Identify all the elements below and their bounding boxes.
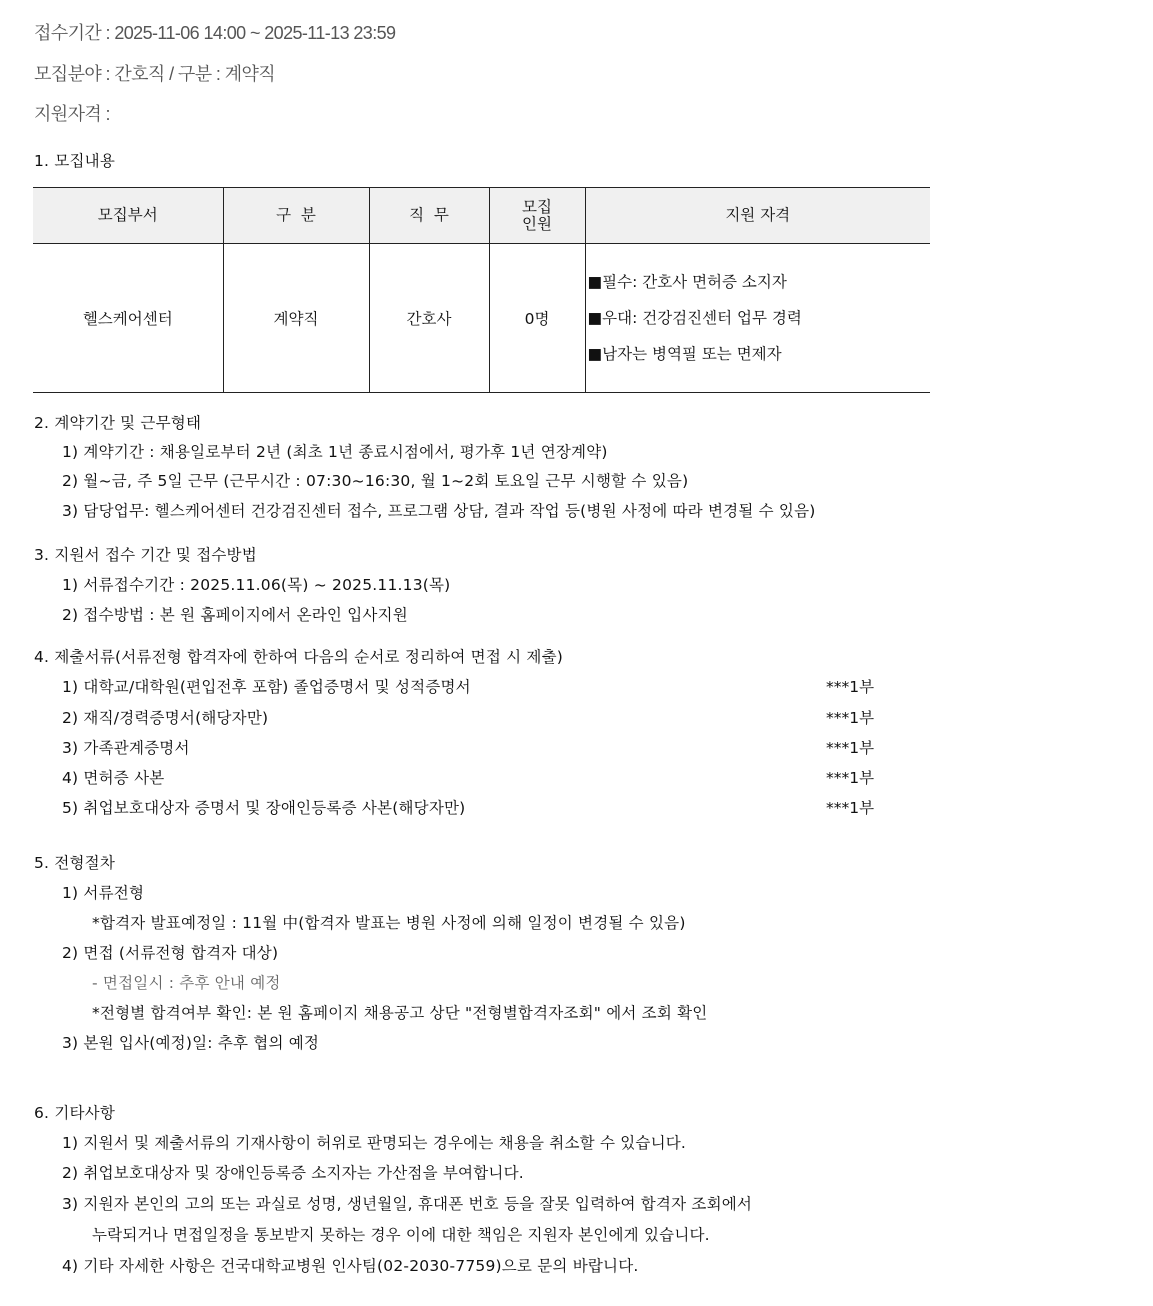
- document-copies: ***1부: [826, 799, 875, 817]
- header-type: 구 분: [223, 188, 369, 244]
- list-item: 2) 취업보호대상자 및 장애인등록증 소지자는 가산점을 부여합니다.: [62, 1164, 524, 1182]
- section-3-title: 3. 지원서 접수 기간 및 접수방법: [34, 546, 257, 564]
- header-qualification: 지원 자격: [585, 188, 930, 244]
- cell-dept: 헬스케어센터: [33, 244, 223, 393]
- section-6-title: 6. 기타사항: [34, 1104, 116, 1122]
- list-item: 1) 서류접수기간 : 2025.11.06(목) ~ 2025.11.13(목): [62, 576, 451, 594]
- application-period: 접수기간 : 2025-11-06 14:00 ~ 2025-11-13 23:59: [34, 23, 396, 43]
- list-item: 1) 지원서 및 제출서류의 기재사항이 허위로 판명되는 경우에는 채용을 취소할 수 있습니다.: [62, 1134, 687, 1152]
- cell-qualification: [585, 244, 930, 393]
- document-copies: ***1부: [826, 709, 875, 727]
- header-count-line2: 인원: [522, 214, 552, 233]
- section-1-title: 1. 모집내용: [34, 152, 116, 170]
- list-item: 3) 담당업무: 헬스케어센터 건강검진센터 접수, 프로그램 상담, 결과 작업 등(병원 사정에 따라 변경될 수 있음): [62, 502, 816, 520]
- list-item: 3) 지원자 본인의 고의 또는 과실로 성명, 생년월일, 휴대폰 번호 등을 잘못 입력하여 합격자 조회에서: [62, 1195, 753, 1213]
- document-item: 5) 취업보호대상자 증명서 및 장애인등록증 사본(해당자만): [62, 799, 466, 817]
- section-4-title: 4. 제출서류(서류전형 합격자에 한하여 다음의 순서로 정리하여 면접 시 제출): [34, 648, 564, 666]
- list-item-continuation: 누락되거나 면접일정을 통보받지 못하는 경우 이에 대한 책임은 지원자 본인에게 있습니다.: [92, 1226, 710, 1244]
- list-item: 1) 계약기간 : 채용일로부터 2년 (최초 1년 종료시점에서, 평가후 1년 연장계약): [62, 443, 608, 461]
- header-dept: 모집부서: [33, 188, 223, 244]
- list-item: 3) 본원 입사(예정)일: 추후 협의 예정: [62, 1034, 320, 1052]
- list-item: 2) 면접 (서류전형 합격자 대상): [62, 944, 279, 962]
- recruitment-table: [33, 187, 930, 393]
- header-count: [489, 188, 585, 244]
- qualification-label: 지원자격 :: [34, 104, 110, 124]
- list-item: 1) 서류전형: [62, 884, 145, 902]
- table-row: [33, 244, 930, 393]
- list-item: 2) 접수방법 : 본 원 홈페이지에서 온라인 입사지원: [62, 606, 408, 624]
- list-note: *전형별 합격여부 확인: 본 원 홈페이지 채용공고 상단 "전형별합격자조회" 에서 조회 확인: [92, 1004, 708, 1022]
- list-note: - 면접일시 : 추후 안내 예정: [92, 974, 281, 992]
- qual-required: ■필수: 간호사 면허증 소지자: [587, 273, 787, 291]
- section-5-title: 5. 전형절차: [34, 854, 116, 872]
- document-copies: ***1부: [826, 769, 875, 787]
- table-header-row: [33, 188, 930, 244]
- document-item: 4) 면허증 사본: [62, 769, 165, 787]
- list-item: 4) 기타 자세한 사항은 건국대학교병원 인사팀(02-2030-7759)으로 문의 바랍니다.: [62, 1257, 639, 1275]
- list-note: *합격자 발표예정일 : 11월 中(합격자 발표는 병원 사정에 의해 일정이 변경될 수 있음): [92, 914, 686, 932]
- cell-type: 계약직: [223, 244, 369, 393]
- document-copies: ***1부: [826, 678, 875, 696]
- header-job: 직 무: [369, 188, 489, 244]
- cell-count: 0명: [489, 244, 585, 393]
- qual-preferred: ■우대: 건강검진센터 업무 경력: [587, 309, 802, 327]
- document-item: 3) 가족관계증명서: [62, 739, 190, 757]
- document-item: 2) 재직/경력증명서(해당자만): [62, 709, 269, 727]
- cell-job: 간호사: [369, 244, 489, 393]
- list-item: 2) 월~금, 주 5일 근무 (근무시간 : 07:30~16:30, 월 1~2회 토요일 근무 시행할 수 있음): [62, 472, 689, 490]
- document-item: 1) 대학교/대학원(편입전후 포함) 졸업증명서 및 성적증명서: [62, 678, 471, 696]
- recruit-field: 모집분야 : 간호직 / 구분 : 계약직: [34, 64, 276, 84]
- document-copies: ***1부: [826, 739, 875, 757]
- qual-military: ■남자는 병역필 또는 면제자: [587, 345, 782, 363]
- section-2-title: 2. 계약기간 및 근무형태: [34, 414, 202, 432]
- header-count-line1: 모집: [522, 197, 552, 216]
